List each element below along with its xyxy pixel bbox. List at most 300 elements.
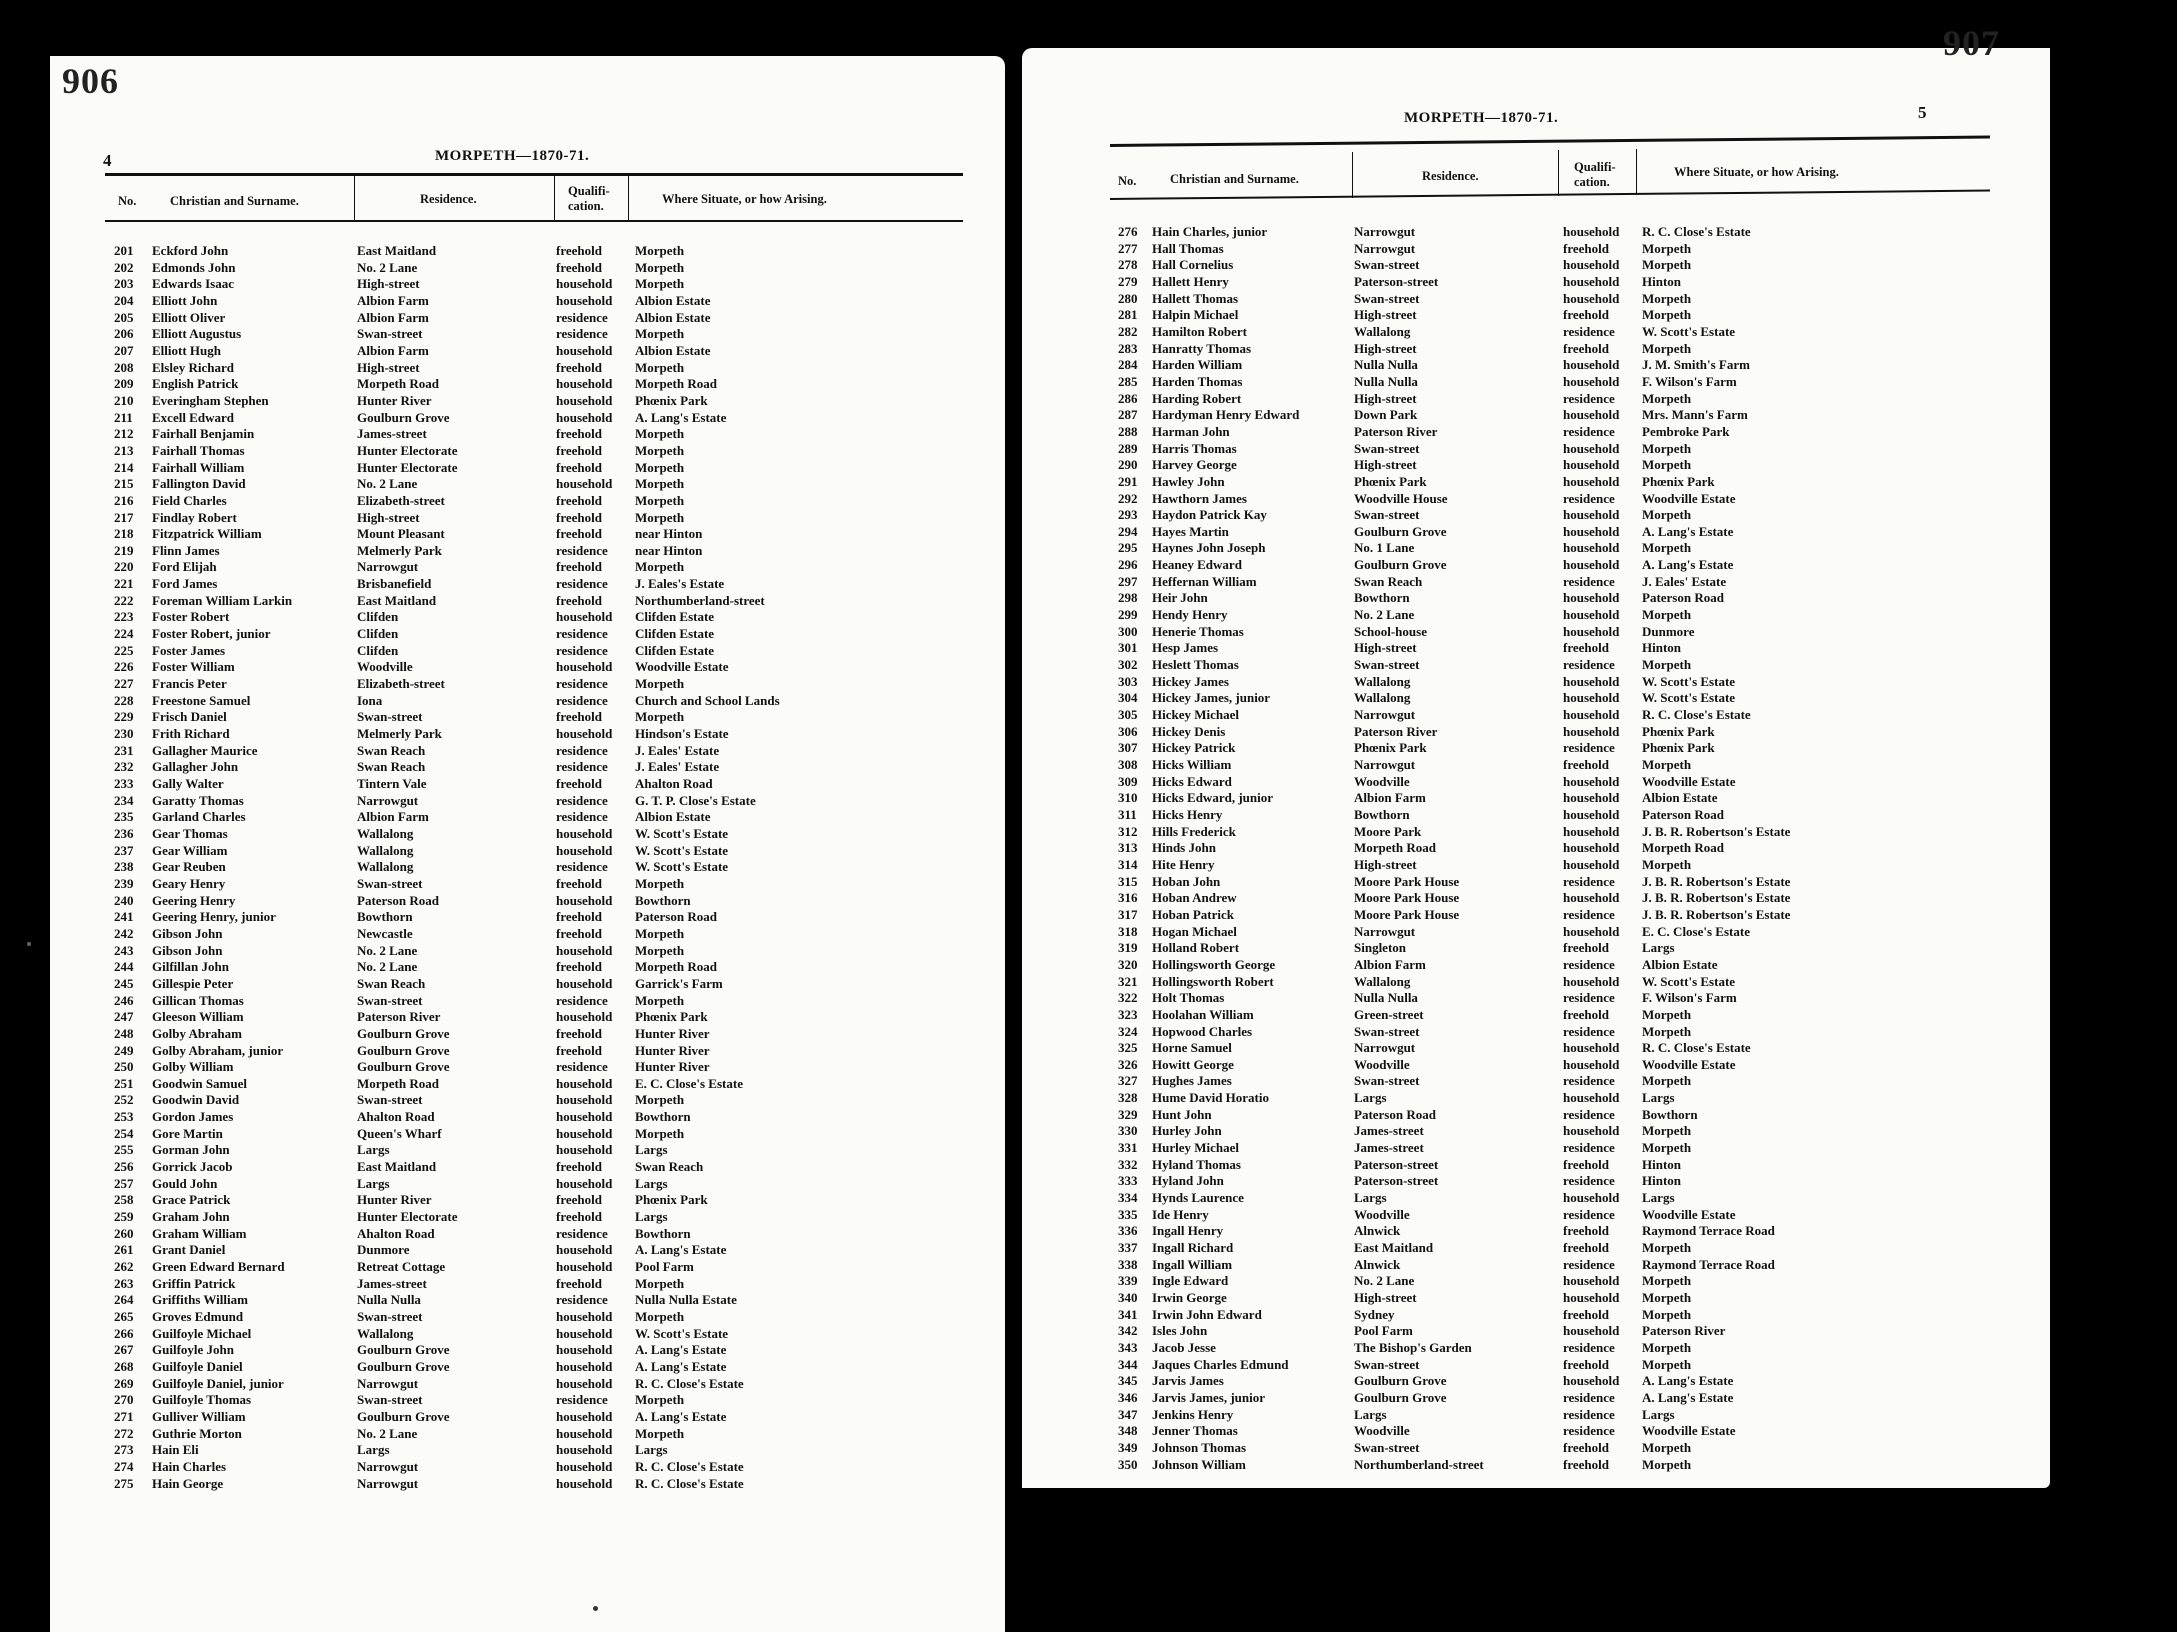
entry-where: Morpeth (635, 559, 685, 575)
table-row (1022, 1257, 2050, 1274)
entry-residence: Moore Park (1354, 823, 1422, 839)
entry-number: 260 (114, 1225, 134, 1241)
entry-where: J. Eales' Estate (635, 759, 720, 775)
entries-list (1022, 224, 2050, 1473)
entry-number: 292 (1118, 490, 1138, 506)
entry-qualification: household (1563, 1040, 1620, 1056)
entry-name: Hawley John (1152, 473, 1225, 489)
entry-qualification: freehold (556, 1025, 602, 1041)
entry-name: Everingham Stephen (152, 392, 269, 408)
entry-number: 329 (1118, 1106, 1138, 1122)
entry-residence: Narrowgut (1354, 240, 1416, 256)
entry-name: Hurley Michael (1152, 1140, 1240, 1156)
entry-where: Ahalton Road (635, 776, 713, 791)
entry-qualification: household (556, 1175, 613, 1191)
entry-where: Morpeth (1642, 507, 1692, 523)
entry-number: 295 (1118, 540, 1138, 556)
entry-name: Harman John (1152, 423, 1230, 439)
entry-qualification: freehold (1563, 757, 1609, 772)
column-header-residence: Residence. (1422, 169, 1479, 183)
table-row (50, 776, 1005, 793)
entry-residence: Nulla Nulla (1354, 373, 1418, 389)
entry-number: 210 (114, 392, 134, 408)
entry-number: 326 (1118, 1056, 1138, 1072)
entry-number: 261 (114, 1242, 134, 1258)
entry-qualification: freehold (556, 243, 602, 258)
entry-residence: Paterson River (1354, 723, 1438, 739)
table-row (50, 693, 1005, 710)
entry-where: Albion Estate (635, 342, 711, 358)
entry-name: Ingall William (1152, 1256, 1233, 1272)
entry-name: Excell Edward (152, 409, 234, 425)
entry-where: Largs (1642, 1190, 1675, 1206)
entry-where: J. M. Smith's Farm (1642, 357, 1750, 373)
entry-where: J. B. R. Robertson's Estate (1642, 873, 1791, 889)
entry-number: 301 (1118, 640, 1138, 656)
entry-qualification: household (556, 1342, 613, 1358)
entry-qualification: household (1563, 840, 1620, 856)
table-row (1022, 224, 2050, 241)
entry-where: R. C. Close's Estate (635, 1475, 744, 1491)
column-header-name: Christian and Surname. (1170, 172, 1299, 186)
entry-where: Morpeth (1642, 1140, 1692, 1156)
table-row (1022, 1457, 2050, 1474)
entry-number: 247 (114, 1009, 134, 1025)
table-row (50, 1476, 1005, 1493)
entry-name: Jarvis James (1152, 1373, 1224, 1389)
entry-where: J. Eales' Estate (1642, 573, 1727, 589)
entry-number: 230 (114, 726, 134, 742)
table-row (1022, 740, 2050, 757)
entry-name: Ingall Richard (1152, 1240, 1234, 1256)
entry-where: Bowthorn (635, 892, 691, 908)
entry-where: Paterson River (1642, 1323, 1726, 1339)
table-row (50, 759, 1005, 776)
entry-name: Hills Frederick (1152, 823, 1236, 839)
entry-number: 291 (1118, 473, 1138, 489)
entry-where: Paterson Road (1642, 806, 1724, 822)
entry-residence: Hunter River (357, 1192, 432, 1208)
entry-where: Paterson Road (635, 909, 717, 925)
entry-qualification: household (1563, 1123, 1620, 1139)
entry-residence: Queen's Wharf (357, 1125, 442, 1141)
entry-name: Foster William (152, 659, 235, 675)
entry-where: Phœnix Park (635, 1009, 708, 1025)
entry-name: Guilfoyle Thomas (152, 1392, 252, 1408)
entry-number: 298 (1118, 590, 1138, 606)
table-row (1022, 1007, 2050, 1024)
entry-number: 314 (1118, 856, 1138, 872)
entry-residence: Paterson River (357, 1009, 441, 1025)
entry-qualification: household (1563, 1056, 1620, 1072)
entry-number: 241 (114, 909, 134, 925)
entry-number: 268 (114, 1358, 134, 1374)
column-divider (354, 176, 355, 220)
entry-where: R. C. Close's Estate (1642, 224, 1751, 239)
entry-where: R. C. Close's Estate (635, 1458, 744, 1474)
entry-name: Green Edward Bernard (152, 1259, 285, 1275)
table-row (50, 1292, 1005, 1309)
entry-name: Hesp James (1152, 640, 1219, 656)
table-row (50, 609, 1005, 626)
entry-residence: Northumberland-street (1354, 1456, 1484, 1472)
table-row (50, 476, 1005, 493)
entry-number: 264 (114, 1292, 134, 1308)
entry-qualification: household (556, 1142, 613, 1158)
column-header-no: No. (1118, 174, 1137, 188)
table-row (50, 1109, 1005, 1126)
entry-where: Morpeth (1642, 390, 1692, 406)
entry-residence: Morpeth Road (357, 1075, 439, 1091)
entry-number: 251 (114, 1075, 134, 1091)
entry-name: Foreman William Larkin (152, 592, 293, 608)
table-row (50, 1309, 1005, 1326)
entry-name: Goodwin David (152, 1092, 240, 1108)
entry-qualification: residence (556, 859, 608, 875)
entry-number: 205 (114, 309, 134, 325)
entry-residence: Narrowgut (357, 1375, 419, 1391)
entry-qualification: residence (1563, 1140, 1615, 1156)
entry-residence: Melmerly Park (357, 542, 442, 558)
entry-residence: Brisbanefield (357, 576, 432, 592)
entry-qualification: residence (1563, 1023, 1615, 1039)
entry-name: Hite Henry (1152, 856, 1215, 872)
table-row (1022, 590, 2050, 607)
entry-number: 316 (1118, 890, 1138, 906)
table-row (1022, 1240, 2050, 1257)
entry-where: W. Scott's Estate (1642, 673, 1736, 689)
column-divider (1352, 152, 1353, 198)
entry-qualification: freehold (1563, 640, 1609, 656)
entry-where: Morpeth (635, 1092, 685, 1108)
entry-name: Goodwin Samuel (152, 1075, 247, 1091)
entry-qualification: residence (556, 792, 608, 808)
entry-qualification: freehold (1563, 240, 1609, 256)
entry-qualification: residence (1563, 740, 1615, 756)
entry-where: Morpeth Road (635, 959, 717, 975)
entry-number: 315 (1118, 873, 1138, 889)
entry-residence: East Maitland (357, 243, 437, 258)
entry-name: Ingle Edward (1152, 1273, 1229, 1289)
entry-qualification: residence (1563, 490, 1615, 506)
entry-name: Holland Robert (1152, 940, 1240, 956)
entry-name: Harvey George (1152, 457, 1237, 473)
entry-number: 266 (114, 1325, 134, 1341)
entry-where: A. Lang's Estate (635, 409, 727, 425)
entry-number: 222 (114, 592, 134, 608)
entry-number: 348 (1118, 1423, 1138, 1439)
entry-qualification: freehold (1563, 1456, 1609, 1472)
entry-name: Johnson Thomas (1152, 1439, 1247, 1455)
header-rule-top (105, 173, 963, 176)
entry-residence: East Maitland (1354, 1240, 1434, 1256)
page-stamp-right: 907 (1943, 23, 2000, 63)
table-row (50, 1259, 1005, 1276)
entry-residence: Goulburn Grove (357, 1059, 450, 1075)
entry-residence: Sydney (1354, 1306, 1395, 1322)
table-row (50, 843, 1005, 860)
entry-qualification: household (1563, 790, 1620, 806)
entry-qualification: household (556, 1442, 613, 1458)
entry-residence: No. 2 Lane (357, 259, 418, 275)
table-row (50, 643, 1005, 660)
entry-name: Gleeson William (152, 1009, 244, 1025)
entry-qualification: household (1563, 357, 1620, 373)
column-header-where: Where Situate, or how Arising. (662, 192, 827, 206)
entry-qualification: residence (1563, 1389, 1615, 1405)
entry-where: near Hinton (635, 526, 703, 542)
entry-qualification: freehold (556, 509, 602, 525)
entry-qualification: household (1563, 823, 1620, 839)
table-row (1022, 974, 2050, 991)
entry-name: Gould John (152, 1175, 218, 1191)
entry-residence: High-street (1354, 856, 1417, 872)
column-divider (628, 176, 629, 220)
entry-residence: Narrowgut (357, 1475, 419, 1491)
entry-qualification: household (1563, 723, 1620, 739)
entry-number: 238 (114, 859, 134, 875)
entry-where: E. C. Close's Estate (1642, 923, 1750, 939)
entry-number: 245 (114, 975, 134, 991)
entry-name: Hawthorn James (1152, 490, 1247, 506)
entry-name: Hughes James (1152, 1073, 1232, 1089)
entry-residence: Goulburn Grove (1354, 557, 1447, 573)
entry-name: Hain Eli (152, 1442, 199, 1458)
entry-name: Gordon James (152, 1109, 234, 1125)
entry-residence: Nulla Nulla (1354, 357, 1418, 373)
entry-name: Fitzpatrick William (152, 526, 262, 542)
entry-qualification: residence (556, 992, 608, 1008)
entry-number: 308 (1118, 757, 1138, 772)
entry-name: Hardyman Henry Edward (1152, 407, 1300, 423)
entry-residence: Woodville (1354, 1056, 1410, 1072)
entry-name: Hendy Henry (1152, 607, 1228, 623)
table-row (1022, 524, 2050, 541)
entry-name: Graham William (152, 1225, 247, 1241)
entry-where: Nulla Nulla Estate (635, 1292, 737, 1308)
entry-residence: Albion Farm (1354, 790, 1426, 806)
entry-qualification: household (556, 1109, 613, 1125)
table-row (1022, 441, 2050, 458)
column-header-residence: Residence. (420, 192, 477, 206)
entry-where: Hinton (1642, 1173, 1682, 1189)
entry-name: Fallington David (152, 476, 246, 492)
table-row (1022, 1340, 2050, 1357)
entry-residence: Albion Farm (357, 809, 429, 825)
entry-where: G. T. P. Close's Estate (635, 792, 756, 808)
entry-name: Jarvis James, junior (1152, 1389, 1266, 1405)
entries-list (50, 243, 1005, 1492)
entry-where: Largs (635, 1175, 668, 1191)
entry-where: Morpeth (635, 359, 685, 375)
entry-qualification: residence (556, 542, 608, 558)
entry-residence: Largs (357, 1442, 390, 1458)
entry-where: Phœnix Park (1642, 473, 1715, 489)
entry-number: 339 (1118, 1273, 1138, 1289)
entry-name: Jacob Jesse (1152, 1339, 1216, 1355)
entry-qualification: household (556, 1425, 613, 1441)
entry-number: 279 (1118, 273, 1138, 289)
entry-number: 272 (114, 1425, 134, 1441)
entry-qualification: residence (556, 309, 608, 325)
entry-qualification: household (556, 342, 613, 358)
entry-where: Morpeth (635, 326, 685, 342)
table-row (1022, 1057, 2050, 1074)
entry-where: Morpeth (635, 942, 685, 958)
table-row (1022, 1040, 2050, 1057)
entry-residence: No. 1 Lane (1354, 540, 1415, 556)
entry-qualification: household (556, 609, 613, 625)
table-row (50, 793, 1005, 810)
entry-residence: Swan Reach (357, 742, 426, 758)
entry-number: 256 (114, 1159, 134, 1175)
table-row (50, 1242, 1005, 1259)
entry-qualification: freehold (556, 776, 602, 791)
entry-number: 250 (114, 1059, 134, 1075)
entry-where: Morpeth (1642, 856, 1692, 872)
entry-residence: Clifden (357, 609, 399, 625)
entry-qualification: freehold (556, 259, 602, 275)
entry-qualification: freehold (556, 1192, 602, 1208)
entry-residence: Morpeth Road (1354, 840, 1436, 856)
table-row (1022, 1024, 2050, 1041)
entry-qualification: residence (556, 576, 608, 592)
entry-where: J. B. R. Robertson's Estate (1642, 823, 1791, 839)
entry-where: near Hinton (635, 542, 703, 558)
entry-name: Gore Martin (152, 1125, 223, 1141)
entry-name: Irwin John Edward (1152, 1306, 1262, 1322)
entry-name: Jenner Thomas (1152, 1423, 1238, 1439)
entry-qualification: household (556, 892, 613, 908)
entry-qualification: household (556, 1125, 613, 1141)
entry-number: 300 (1118, 623, 1138, 639)
entry-number: 341 (1118, 1306, 1138, 1322)
column-divider (554, 176, 555, 220)
entry-where: Pool Farm (635, 1259, 694, 1275)
entry-residence: Bowthorn (357, 909, 413, 925)
entry-number: 317 (1118, 906, 1138, 922)
entry-qualification: freehold (556, 1159, 602, 1175)
table-row (50, 326, 1005, 343)
entry-qualification: residence (1563, 1423, 1615, 1439)
entry-number: 312 (1118, 823, 1138, 839)
entry-name: Hoban John (1152, 873, 1221, 889)
table-row (50, 260, 1005, 277)
entry-qualification: household (556, 842, 613, 858)
entry-number: 320 (1118, 956, 1138, 972)
entry-residence: High-street (1354, 307, 1417, 323)
entry-residence: Wallalong (1354, 673, 1411, 689)
entry-number: 306 (1118, 723, 1138, 739)
entry-name: Gear William (152, 842, 228, 858)
entry-number: 281 (1118, 307, 1138, 323)
table-row (50, 360, 1005, 377)
entry-number: 331 (1118, 1140, 1138, 1156)
entry-name: English Patrick (152, 376, 239, 392)
entry-number: 269 (114, 1375, 134, 1391)
entry-residence: Albion Farm (1354, 956, 1426, 972)
entry-number: 270 (114, 1392, 134, 1408)
entry-name: Gallagher Maurice (152, 742, 258, 758)
margin-mark (27, 942, 31, 946)
entry-name: Hinds John (1152, 840, 1216, 856)
table-row (1022, 1357, 2050, 1374)
entry-number: 240 (114, 892, 134, 908)
entry-qualification: freehold (556, 1275, 602, 1291)
entry-qualification: residence (556, 1225, 608, 1241)
table-row (50, 1426, 1005, 1443)
entry-qualification: residence (556, 1059, 608, 1075)
entry-where: Clifden Estate (635, 609, 715, 625)
entry-where: Pembroke Park (1642, 423, 1730, 439)
entry-residence: Swan Reach (1354, 573, 1423, 589)
entry-name: Hain George (152, 1475, 224, 1491)
entry-residence: Pool Farm (1354, 1323, 1413, 1339)
entry-name: Hollingsworth George (1152, 956, 1276, 972)
entry-number: 246 (114, 992, 134, 1008)
entry-number: 289 (1118, 440, 1138, 456)
entry-residence: Woodville (357, 659, 413, 675)
entry-where: Morpeth Road (635, 376, 717, 392)
table-row (1022, 924, 2050, 941)
entry-number: 226 (114, 659, 134, 675)
entry-where: Morpeth (1642, 1339, 1692, 1355)
entry-where: A. Lang's Estate (635, 1342, 727, 1358)
entry-name: Foster Robert, junior (152, 626, 271, 642)
entry-name: Golby William (152, 1059, 234, 1075)
entry-qualification: household (556, 1358, 613, 1374)
entry-name: Harden Thomas (1152, 373, 1243, 389)
table-row (50, 443, 1005, 460)
entry-residence: Nulla Nulla (357, 1292, 421, 1308)
entry-number: 296 (1118, 557, 1138, 573)
entry-number: 202 (114, 259, 134, 275)
entry-qualification: household (556, 476, 613, 492)
entry-name: Hicks William (1152, 757, 1232, 772)
header-rule-top (1110, 136, 1990, 147)
entry-qualification: household (556, 1259, 613, 1275)
table-row (1022, 1107, 2050, 1124)
table-row (50, 976, 1005, 993)
entry-name: Griffiths William (152, 1292, 248, 1308)
entry-qualification: household (1563, 523, 1620, 539)
entry-where: Raymond Terrace Road (1642, 1256, 1775, 1272)
entry-residence: Narrowgut (1354, 757, 1416, 772)
entry-name: Gulliver William (152, 1408, 246, 1424)
entry-residence: Ahalton Road (357, 1225, 435, 1241)
table-row (1022, 857, 2050, 874)
entry-where: Morpeth (635, 276, 685, 292)
entry-qualification: residence (556, 692, 608, 708)
entry-number: 227 (114, 676, 134, 692)
entry-residence: No. 2 Lane (357, 1425, 418, 1441)
entry-residence: Paterson-street (1354, 1173, 1439, 1189)
table-row (1022, 824, 2050, 841)
entry-where: J. B. R. Robertson's Estate (1642, 890, 1791, 906)
entry-number: 262 (114, 1259, 134, 1275)
entry-residence: Moore Park House (1354, 873, 1460, 889)
entry-residence: Goulburn Grove (357, 1358, 450, 1374)
table-row (1022, 690, 2050, 707)
entry-residence: Clifden (357, 626, 399, 642)
entry-where: Woodville Estate (1642, 1423, 1736, 1439)
entry-residence: Swan-street (357, 1092, 423, 1108)
table-row (50, 276, 1005, 293)
entry-where: Swan Reach (635, 1159, 704, 1175)
entry-number: 342 (1118, 1323, 1138, 1339)
entry-number: 273 (114, 1442, 134, 1458)
entry-number: 204 (114, 292, 134, 308)
